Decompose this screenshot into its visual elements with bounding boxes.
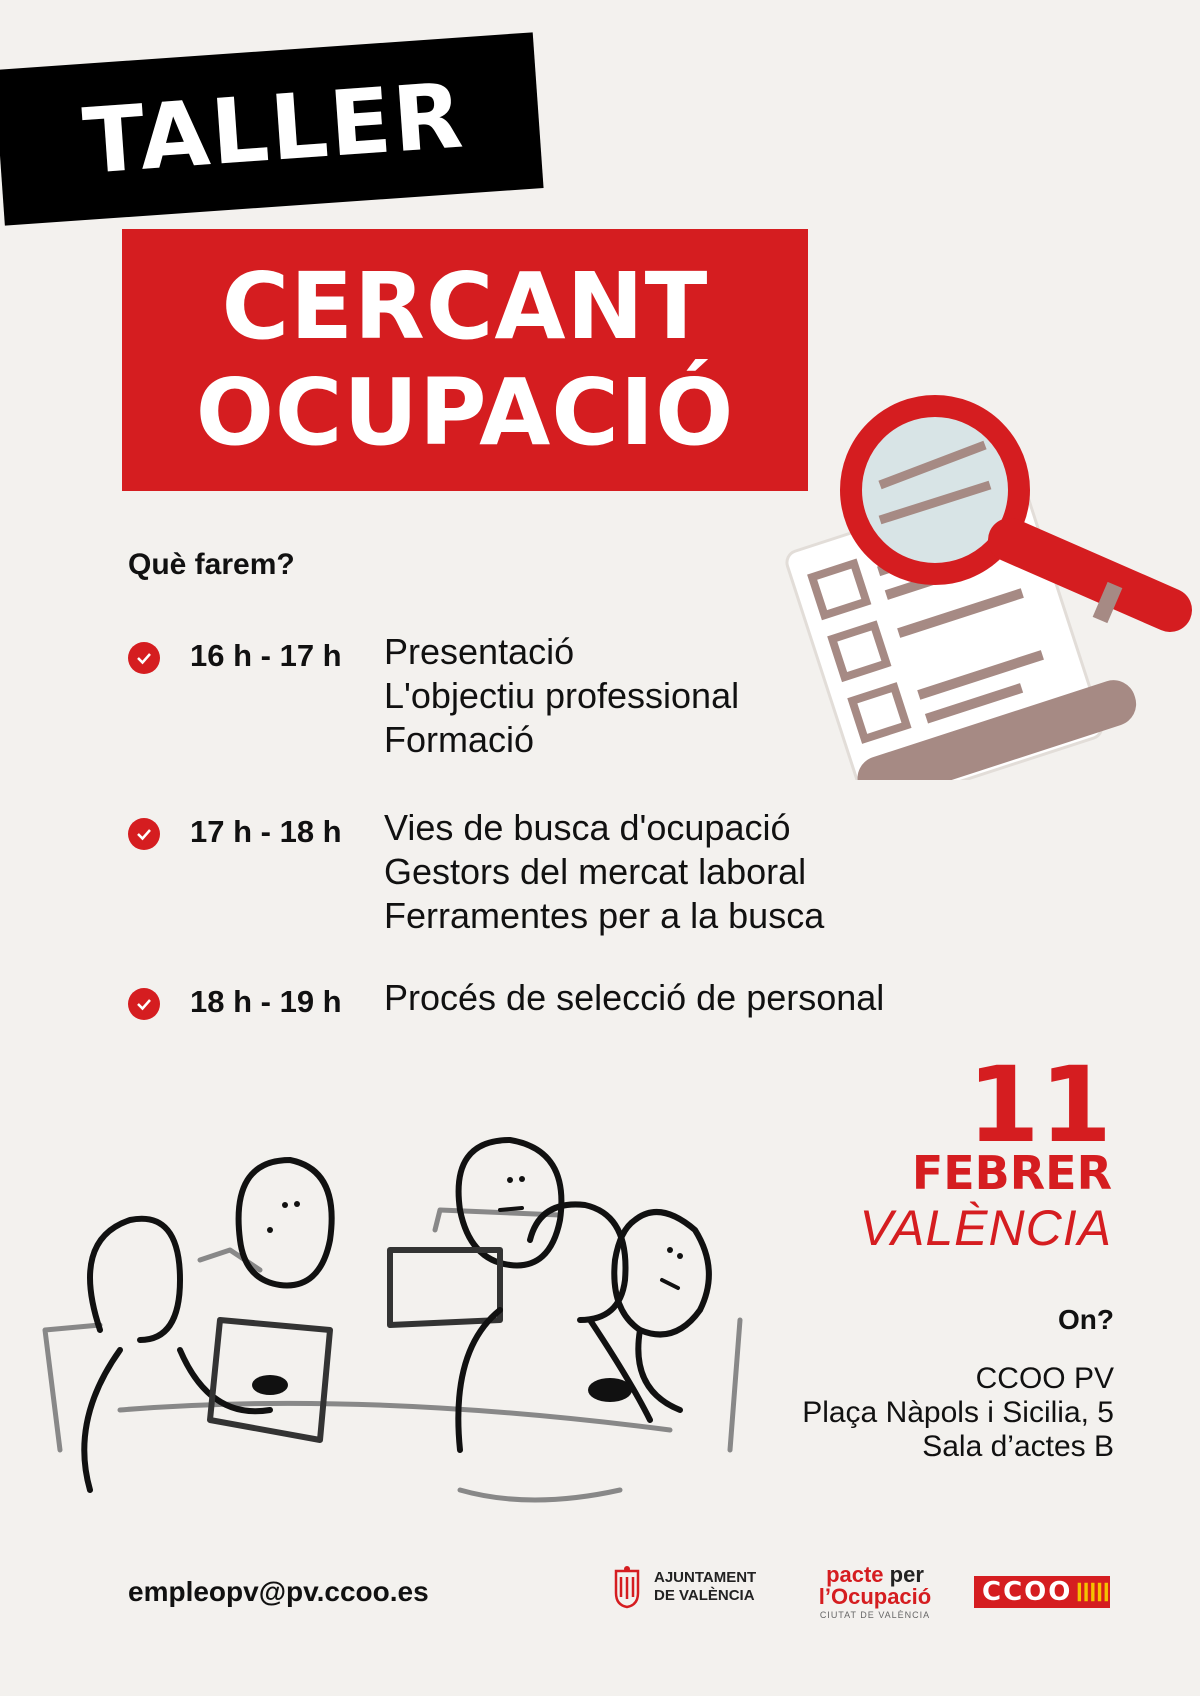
session-item: L'objectiu professional [384,675,740,716]
ajuntament-logo [610,1565,756,1609]
agenda-session [128,630,948,762]
pacte-ocupacio-logo [812,1564,938,1620]
check-circle-icon [128,818,160,850]
title-box [122,229,808,491]
session-time: 18 h - 19 h [190,984,342,1019]
session-time: 17 h - 18 h [190,814,342,849]
ccoo-stripes-icon [1076,1581,1110,1603]
session-time: 16 h - 17 h [190,638,342,673]
address-line: CCOO PV [975,1362,1114,1395]
check-circle-icon [128,642,160,674]
location-heading: On? [1058,1304,1114,1335]
coat-of-arms-icon [610,1565,644,1609]
title-line-1: CERCANT [221,253,709,360]
taller-badge [0,32,544,225]
taller-badge-text: TALLER [79,62,468,195]
agenda-session [128,806,948,938]
title-line-2: OCUPACIÓ [195,359,735,466]
ccoo-logo [974,1576,1110,1608]
people-meeting-illustration [30,1120,790,1520]
session-item: Procés de selecció de personal [384,977,885,1018]
agenda-heading: Què farem? [128,548,295,581]
pacte-word-1: pacte [826,1562,884,1587]
event-city: VALÈNCIA [859,1200,1112,1256]
session-item: Vies de busca d'ocupació [384,807,791,848]
address-line: Plaça Nàpols i Sicilia, 5 [802,1396,1114,1429]
ajuntament-line-2: DE VALÈNCIA [654,1587,755,1604]
session-item: Formació [384,719,535,760]
contact-email[interactable]: empleopv@pv.ccoo.es [128,1576,429,1607]
event-day: 11 [967,1044,1112,1166]
ccoo-logo-text: CCOO [982,1577,1073,1607]
address-line: Sala d’actes B [922,1430,1114,1463]
check-circle-icon [128,988,160,1020]
session-item: Ferramentes per a la busca [384,895,825,936]
session-item: Presentació [384,631,575,672]
agenda-session [128,976,948,1024]
ajuntament-line-1: AJUNTAMENT [654,1569,757,1586]
pacte-line-2: l’Ocupació [818,1584,932,1609]
event-month: FEBRER [911,1146,1112,1200]
location-address [802,1362,1114,1464]
pacte-word-2: per [889,1562,924,1587]
session-item: Gestors del mercat laboral [384,851,807,892]
pacte-line-3: CIUTAT DE VALÈNCIA [819,1610,931,1620]
